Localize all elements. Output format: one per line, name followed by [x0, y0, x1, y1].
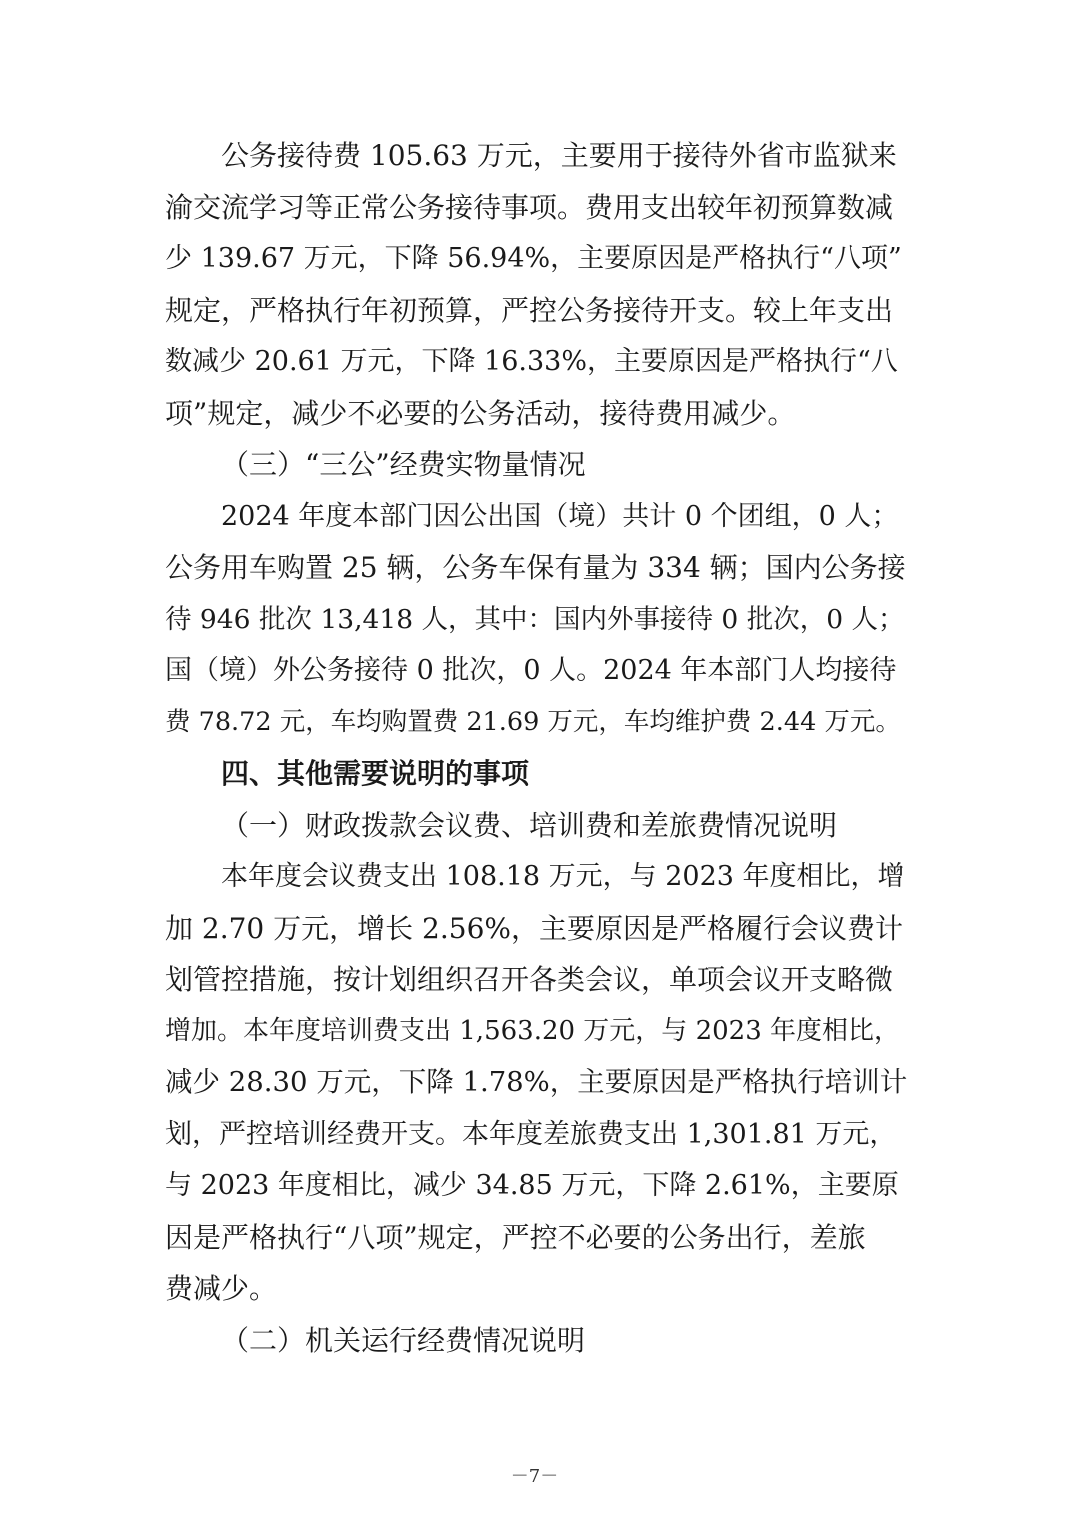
text-line: 加 2.70 万元，增长 2.56%，主要原因是严格履行会议费计: [165, 911, 903, 945]
text-line: 渝交流学习等正常公务接待事项。费用支出较年初预算数减: [165, 190, 894, 224]
paragraph-reception-fee: [165, 130, 909, 439]
text-line: 国（境）外公务接待 0 批次，0 人。2024 年本部门人均接待: [165, 655, 897, 686]
paragraph-meeting-training-travel: [165, 851, 909, 1315]
text-line: 本年度会议费支出 108.18 万元，与 2023 年度相比，增: [221, 861, 905, 892]
text-line: 待 946 批次 13,418 人，其中：国内外事接待 0 批次，0 人；: [165, 603, 905, 635]
text-line: 增加。本年度培训费支出 1,563.20 万元，与 2023 年度相比，: [165, 1015, 901, 1046]
text-line: 数减少 20.61 万元，下降 16.33%，主要原因是严格执行“八: [165, 346, 898, 377]
document-body: [165, 130, 909, 1366]
text-line: 2024 年度本部门因公出国（境）共计 0 个团组，0 人；: [221, 500, 899, 532]
section-subheading-meeting-training-travel: （一）财政拨款会议费、培训费和差旅费情况说明: [221, 808, 838, 842]
text-line: 公务接待费 105.63 万元，主要用于接待外省市监狱来: [221, 139, 897, 172]
text-line: 因是严格执行“八项”规定，严控不必要的公务出行，差旅: [165, 1220, 866, 1254]
section-heading-other-matters: 四、其他需要说明的事项: [221, 757, 530, 790]
text-line: 减少 28.30 万元，下降 1.78%，主要原因是严格执行培训计: [165, 1066, 908, 1098]
text-line: 费 78.72 元，车均购置费 21.69 万元，车均维护费 2.44 万元。: [165, 706, 901, 737]
section-subheading-three-public: （三）“三公”经费实物量情况: [221, 448, 586, 481]
text-line: 费减少。: [165, 1272, 278, 1305]
page-number: －7－: [510, 1466, 559, 1487]
text-line: 划管控措施，按计划组织召开各类会议，单项会议开支略微: [165, 963, 894, 996]
text-line: 项”规定，减少不必要的公务活动，接待费用减少。: [165, 396, 796, 430]
text-line: 划，严控培训经费开支。本年度差旅费支出 1,301.81 万元，: [165, 1118, 897, 1150]
text-line: 与 2023 年度相比，减少 34.85 万元，下降 2.61%，主要原: [165, 1170, 899, 1201]
text-line: 规定，严格执行年初预算，严控公务接待开支。较上年支出: [165, 293, 894, 327]
paragraph-physical-quantity: [165, 491, 909, 749]
text-line: 公务用车购置 25 辆，公务车保有量为 334 辆；国内公务接: [165, 551, 906, 584]
text-line: 少 139.67 万元，下降 56.94%，主要原因是严格执行“八项”: [165, 243, 902, 274]
section-subheading-operating-expenses: （二）机关运行经费情况说明: [221, 1323, 586, 1357]
